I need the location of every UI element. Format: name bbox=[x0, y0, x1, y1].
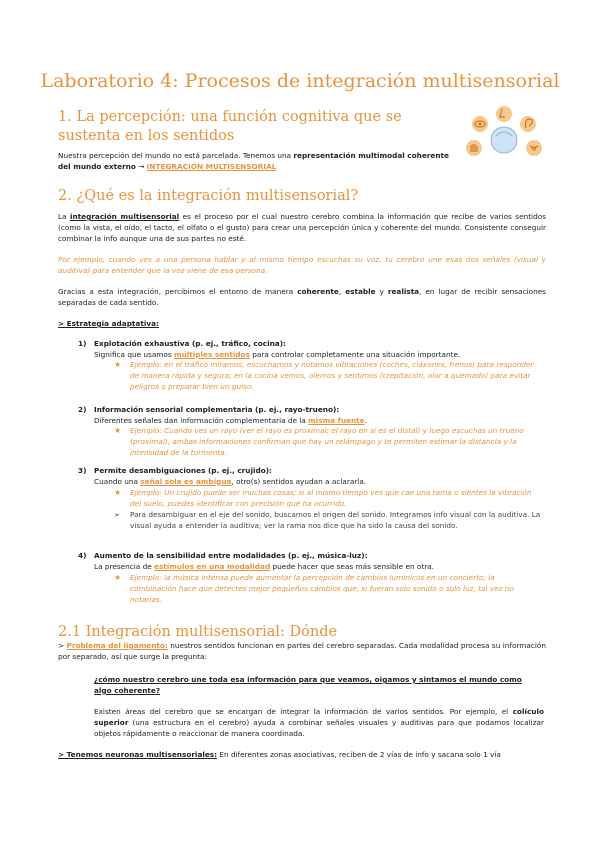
section-1-paragraph: Nuestra percepción del mundo no está parcelada. Tenemos una representación multimodal coherente del mundo externo → INTEGRACIÓN MULTISENSORIAL bbox=[58, 151, 449, 171]
senses-illustration bbox=[462, 106, 546, 162]
strategy-label: > Estrategia adaptativa: bbox=[58, 319, 159, 328]
strategy-item: Información sensorial complementaria (p. ej., rayo-trueno): Diferentes señales dan información complementaria de la misma fuente. bbox=[94, 405, 367, 425]
section-1-heading: 1. La percepción: una función cognitiva que se sustenta en los sentidos bbox=[58, 109, 402, 144]
head-icon bbox=[491, 127, 517, 153]
ear-icon bbox=[520, 116, 536, 132]
strategy-number: 3) bbox=[78, 466, 87, 475]
gracias-paragraph: Gracias a esta integración, percibimos el entorno de manera coherente, estable y realista, en lugar de recibir sensaciones separadas de cada sentido. bbox=[58, 287, 546, 307]
strategy-note: Para desambiguar en el eje del sonido, buscamos el origen del sonido. Integramos info visual con la auditiva. La visual ayuda a entender la auditiva; ver la rama nos dice que ha sido la causa del sonido. bbox=[130, 510, 541, 530]
eye-icon bbox=[472, 116, 488, 132]
definition-paragraph: La integración multisensorial es el proceso por el cual nuestro cerebro combina la información que recibe de varios sentidos (como la vista, el oído, el tacto, el olfato o el gusto) para crear una percepción única y coherente del mundo. Consistente conseguir combinar la info aunque una de sus partes no esté. bbox=[58, 212, 546, 243]
strategy-number: 1) bbox=[78, 339, 87, 348]
star-bullet-icon: ★ bbox=[114, 573, 122, 582]
integracion-multisensorial-link[interactable]: INTEGRACIÓN MULTISENSORIAL bbox=[146, 161, 277, 171]
example-paragraph: Por ejemplo, cuando ves a una persona hablar y al mismo tiempo escuchas su voz, tu cerebro une esas dos señales (visual y auditiva) para entender que la voz viene de esa persona. bbox=[58, 255, 546, 275]
strategy-number: 4) bbox=[78, 551, 87, 560]
question-paragraph: ¿cómo nuestro cerebro une toda esa información para que veamos, oigamos y sintamos el mundo como algo coherente? bbox=[94, 675, 522, 695]
section-2-1-heading: 2.1 Integración multisensorial: Dónde bbox=[58, 624, 338, 640]
star-bullet-icon: ★ bbox=[114, 426, 122, 435]
star-bullet-icon: ★ bbox=[114, 488, 122, 497]
page-title: Laboratorio 4: Procesos de integración multisensorial bbox=[40, 70, 560, 92]
areas-paragraph: Existen áreas del cerebro que se encargan de integrar la información de varios sentidos. Por ejemplo, el colículo superior (una estructura en el cerebro) ayuda a combinar señales visuales y auditivas para que podamos localizar objetos rápidamente o reaccionar de manera coordinada. bbox=[94, 707, 544, 738]
star-bullet-icon: ★ bbox=[114, 360, 122, 369]
strategy-item: Explotación exhaustiva (p. ej., tráfico, cocina): Significa que usamos múltiples sentidos para controlar completamente una situación importante. bbox=[94, 339, 461, 359]
section-2-heading: 2. ¿Qué es la integración multisensorial? bbox=[58, 188, 359, 204]
nose-icon bbox=[496, 106, 512, 122]
tongue-icon bbox=[526, 140, 542, 156]
strategy-item: Permite desambiguaciones (p. ej., crujido): Cuando una señal sola es ambigua, otro(s) sentidos ayudan a aclararla. bbox=[94, 466, 367, 486]
arrow-bullet-icon: ➢ bbox=[114, 510, 121, 519]
strategy-example: Ejemplo: en el tráfico miramos, escuchamos y notamos vibraciones (coches, cláxones, frenos) para responder de manera rápida y segura; en la cocina vemos, olemos y sentimos (crepitación, olor a quemado) para evitar peligros o preparar bien un guiso. bbox=[130, 360, 534, 391]
strategy-example: Ejemplo: Un crujido puede ser muchas cosas; si al mismo tiempo ves que cae una rama o sientes la vibración del suelo, puedes identificar con precisión qué ha ocurrido. bbox=[130, 488, 532, 508]
strategy-example: Ejemplo: Cuando ves un rayo (ver el rayo es proximal; el rayo en sí es el distal) y luego escuchas un trueno (proximal), ambas informaciones confirman que hay un relámpago y te permiten estimar la distancia y la intensidad de la tormenta. bbox=[130, 426, 524, 457]
problem-paragraph: > Problema del ligamento: nuestros sentidos funcionan en partes del cerebro separadas. Cada modalidad procesa su información por separado, así que surge la pregunta: bbox=[58, 641, 546, 661]
hand-icon bbox=[466, 140, 482, 156]
strategy-number: 2) bbox=[78, 405, 87, 414]
neurons-paragraph: > Tenemos neuronas multisensoriales: En diferentes zonas asociativas, reciben de 2 vías de info y sacana solo 1 vía bbox=[58, 750, 501, 759]
strategy-item: Aumento de la sensibilidad entre modalidades (p. ej., música-luz): La presencia de estímulos en una modalidad puede hacer que seas más sensible en otra. bbox=[94, 551, 435, 571]
strategy-example: Ejemplo: la música intensa puede aumentar la percepción de cambios lumínicos en un concierto; la combinación hace que detectes mejor pequeños cambios que, si fueran solo sonido o solo luz, tal vez no notarías. bbox=[130, 573, 514, 604]
